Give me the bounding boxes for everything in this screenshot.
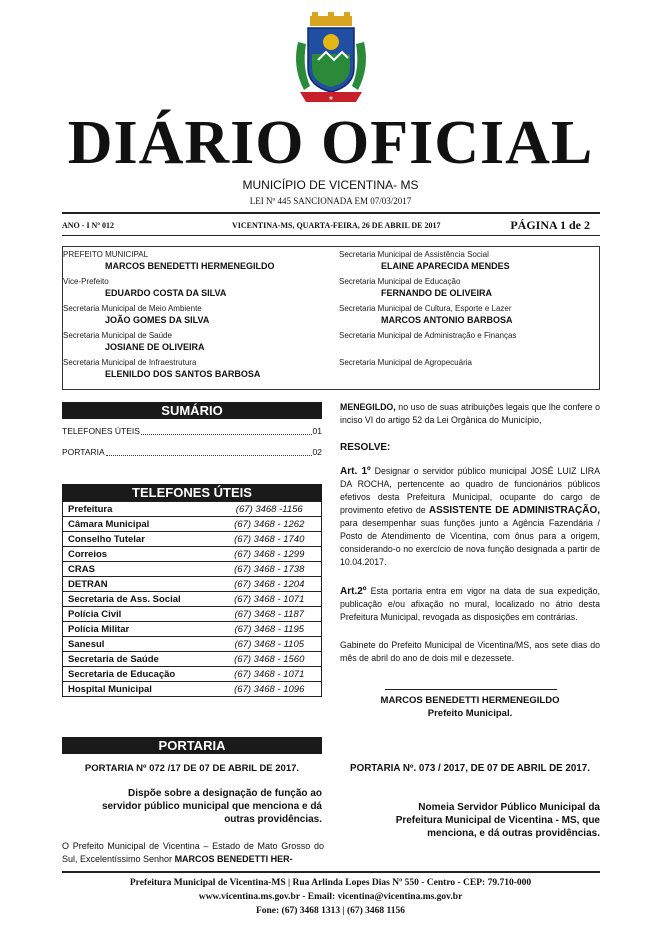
official-entry bbox=[63, 358, 335, 385]
official-role: Secretaria Municipal de Administração e Finanças bbox=[339, 331, 517, 340]
summary-item-page: 01 bbox=[312, 426, 322, 436]
summary-item-label: PORTARIA bbox=[62, 447, 105, 457]
official-role: Secretaria Municipal de Agropecuária bbox=[339, 358, 472, 367]
body-text: no uso de suas atribuições legais que lhe confere o inciso VI do artigo 52 da Lei Orgânica do Município, bbox=[340, 402, 600, 425]
leader-dots bbox=[106, 446, 312, 456]
official-name: EDUARDO COSTA DA SILVA bbox=[105, 288, 227, 298]
phone-row bbox=[63, 652, 322, 667]
summary-item[interactable] bbox=[62, 425, 322, 438]
article-2 bbox=[340, 585, 600, 624]
phone-entity: CRAS bbox=[63, 562, 218, 577]
phone-entity: Secretaria de Saúde bbox=[63, 652, 218, 667]
phone-entity: Correios bbox=[63, 547, 218, 562]
officials-left-column bbox=[63, 250, 335, 385]
summary-heading: SUMÁRIO bbox=[62, 402, 322, 419]
summary-item-label: TELEFONES ÚTEIS bbox=[62, 426, 140, 436]
official-entry bbox=[63, 277, 335, 304]
masthead-title: DIÁRIO OFICIAL bbox=[67, 109, 594, 177]
svg-text:★: ★ bbox=[328, 96, 334, 102]
official-name: MARCOS ANTONIO BARBOSA bbox=[381, 315, 513, 325]
signature-block bbox=[340, 694, 600, 720]
leader-dots bbox=[141, 425, 312, 435]
portaria-73-summary: Nomeia Servidor Público Municipal da Prefeitura Municipal de Vicentina - MS, que menciona, e dá outras providências. bbox=[395, 802, 600, 839]
phone-number[interactable]: (67) 3468 - 1204 bbox=[218, 577, 322, 592]
summary-section bbox=[62, 402, 322, 459]
resolve-heading: RESOLVE: bbox=[340, 442, 391, 453]
official-name: ELENILDO DOS SANTOS BARBOSA bbox=[105, 369, 261, 379]
official-role: Vice-Prefeito bbox=[63, 277, 109, 286]
law-reference: LEI Nº 445 SANCIONADA EM 07/03/2017 bbox=[249, 196, 412, 206]
phones-section bbox=[62, 484, 322, 697]
footer bbox=[0, 876, 661, 918]
portaria-72-body bbox=[62, 840, 324, 866]
official-name: FERNANDO DE OLIVEIRA bbox=[381, 288, 493, 298]
official-entry bbox=[339, 250, 599, 277]
edition-number: ANO - I Nº 012 bbox=[62, 221, 114, 230]
official-name: ELAINE APARECIDA MENDES bbox=[381, 261, 510, 271]
footer-phones: Fone: (67) 3468 1313 | (67) 3468 1156 bbox=[255, 906, 406, 916]
portaria-72-continuation bbox=[340, 401, 600, 427]
official-role: Secretaria Municipal de Assistência Social bbox=[339, 250, 489, 259]
portaria-72-title: PORTARIA Nº 072 /17 DE 07 DE ABRIL DE 2017. bbox=[84, 763, 300, 774]
phone-row bbox=[63, 592, 322, 607]
phone-number[interactable]: (67) 3468 - 1740 bbox=[218, 532, 322, 547]
divider bbox=[62, 871, 600, 873]
portaria-section bbox=[62, 737, 322, 754]
page-indicator: PÁGINA 1 de 2 bbox=[510, 218, 590, 232]
summary-item-page: 02 bbox=[312, 447, 322, 457]
phone-number[interactable]: (67) 3468 - 1299 bbox=[218, 547, 322, 562]
phone-number[interactable]: (67) 3468 - 1738 bbox=[218, 562, 322, 577]
edition-date: VICENTINA-MS, QUARTA-FEIRA, 26 DE ABRIL DE 2017 bbox=[232, 221, 441, 230]
official-entry bbox=[63, 304, 335, 331]
gabinete-text: Gabinete do Prefeito Municipal de Vicentina/MS, aos sete dias do mês de abril do ano de dois mil e dezessete. bbox=[340, 640, 600, 663]
mayor-name-part: MARCOS BENEDETTI HER- bbox=[174, 854, 293, 864]
phone-number[interactable]: (67) 3468 - 1262 bbox=[218, 517, 322, 532]
phones-table bbox=[62, 501, 322, 697]
article-label: Art.2º bbox=[340, 586, 367, 597]
phone-number[interactable]: (67) 3468 - 1187 bbox=[218, 607, 322, 622]
official-entry bbox=[339, 331, 599, 358]
phone-row bbox=[63, 502, 322, 517]
phone-row bbox=[63, 637, 322, 652]
edition-info-bar bbox=[62, 218, 600, 232]
official-entry bbox=[339, 358, 599, 385]
divider bbox=[62, 212, 600, 214]
article-label: Art. 1º bbox=[340, 466, 371, 477]
portaria-heading: PORTARIA bbox=[62, 737, 322, 754]
official-role: Secretaria Municipal de Infraestrutura bbox=[63, 358, 197, 367]
phone-entity: Conselho Tutelar bbox=[63, 532, 218, 547]
phone-entity: Secretaria de Educação bbox=[63, 667, 218, 682]
mayor-name-part: MENEGILDO, bbox=[340, 402, 396, 412]
municipal-coat-of-arms bbox=[290, 12, 372, 106]
phone-number[interactable]: (67) 3468 - 1105 bbox=[218, 637, 322, 652]
official-entry bbox=[339, 304, 599, 331]
official-entry bbox=[63, 331, 335, 358]
phone-row bbox=[63, 547, 322, 562]
official-name: JOSIANE DE OLIVEIRA bbox=[105, 342, 205, 352]
phone-entity: Polícia Civil bbox=[63, 607, 218, 622]
portaria-72-summary: Dispõe sobre a designação de função ao servidor público municipal que menciona e dá outras providências. bbox=[101, 788, 322, 825]
phone-entity: Câmara Municipal bbox=[63, 517, 218, 532]
phone-number[interactable]: (67) 3468 -1156 bbox=[218, 502, 322, 517]
job-title: ASSISTENTE DE ADMINISTRAÇÃO, bbox=[428, 505, 601, 516]
official-role: Secretaria Municipal de Meio Ambiente bbox=[63, 304, 202, 313]
signature-role: Prefeito Municipal. bbox=[427, 708, 513, 719]
phone-row bbox=[63, 607, 322, 622]
portaria-73-title: PORTARIA Nº. 073 / 2017, DE 07 DE ABRIL DE 2017. bbox=[350, 763, 590, 774]
official-role: Secretaria Municipal de Cultura, Esporte e Lazer bbox=[339, 304, 512, 313]
body-text: Esta portaria entra em vigor na data de sua expedição, publicação e/ou afixação no mural, localizado no átrio desta Prefeitura Municipal, revogada as disposições em contrárias. bbox=[340, 586, 600, 622]
phone-entity: Secretaria de Ass. Social bbox=[63, 592, 218, 607]
body-text: O Prefeito Municipal de Vicentina – Estado de Mato Grosso do Sul, Excelentíssimo Senhor bbox=[62, 841, 324, 864]
body-text: Designar o servidor público municipal JOSÉ LUIZ LIRA DA ROCHA, pertencente ao quadro de funcionários públicos efetivos desta Prefeitura Municipal, ocupante do cargo de provimento efetivo de bbox=[340, 466, 600, 515]
phone-row bbox=[63, 517, 322, 532]
phone-entity: Prefeitura bbox=[63, 502, 218, 517]
officials-box bbox=[62, 246, 600, 390]
official-entry bbox=[339, 277, 599, 304]
phone-entity: DETRAN bbox=[63, 577, 218, 592]
phone-row bbox=[63, 667, 322, 682]
official-role: Secretaria Municipal de Saúde bbox=[63, 331, 172, 340]
phone-row bbox=[63, 682, 322, 697]
phone-number[interactable]: (67) 3468 - 1071 bbox=[218, 592, 322, 607]
summary-item[interactable] bbox=[62, 446, 322, 459]
officials-right-column bbox=[339, 250, 599, 385]
signature-name: MARCOS BENEDETTI HERMENEGILDO bbox=[380, 695, 560, 706]
official-name: JOÃO GOMES DA SILVA bbox=[105, 315, 210, 325]
phone-entity: Sanesul bbox=[63, 637, 218, 652]
article-1 bbox=[340, 465, 600, 569]
phone-row bbox=[63, 562, 322, 577]
phone-entity: Polícia Militar bbox=[63, 622, 218, 637]
official-role: Secretaria Municipal de Educação bbox=[339, 277, 461, 286]
official-name: MARCOS BENEDETTI HERMENEGILDO bbox=[105, 261, 275, 271]
phone-row bbox=[63, 622, 322, 637]
footer-address: Prefeitura Municipal de Vicentina-MS | Rua Arlinda Lopes Dias Nº 550 - Centro - CEP: 79.710-000 bbox=[129, 878, 532, 888]
official-role: PREFEITO MUNICIPAL bbox=[63, 250, 149, 259]
phone-row bbox=[63, 532, 322, 547]
phones-heading: TELEFONES ÚTEIS bbox=[62, 484, 322, 501]
phone-entity: Hospital Municipal bbox=[63, 682, 218, 697]
body-text: para desempenhar suas funções junto a Agência Fazendária / Posto de Atendimento de Vicentina, com ônus para a origem, considerando-o no exercício de nova função designada a partir de 10.04.2017. bbox=[340, 518, 600, 567]
phone-number[interactable]: (67) 3468 - 1195 bbox=[218, 622, 322, 637]
phone-number[interactable]: (67) 3468 - 1096 bbox=[218, 682, 322, 697]
phone-number[interactable]: (67) 3468 - 1560 bbox=[218, 652, 322, 667]
municipality-name: MUNICÍPIO DE VICENTINA- MS bbox=[242, 178, 419, 192]
divider bbox=[62, 235, 600, 236]
official-entry bbox=[63, 250, 335, 277]
signature-line bbox=[385, 689, 557, 690]
phone-number[interactable]: (67) 3468 - 1071 bbox=[218, 667, 322, 682]
phone-row bbox=[63, 577, 322, 592]
footer-web-email: www.vicentina.ms.gov.br - Email: vicentina@vicentina.ms.gov.br bbox=[198, 892, 463, 902]
